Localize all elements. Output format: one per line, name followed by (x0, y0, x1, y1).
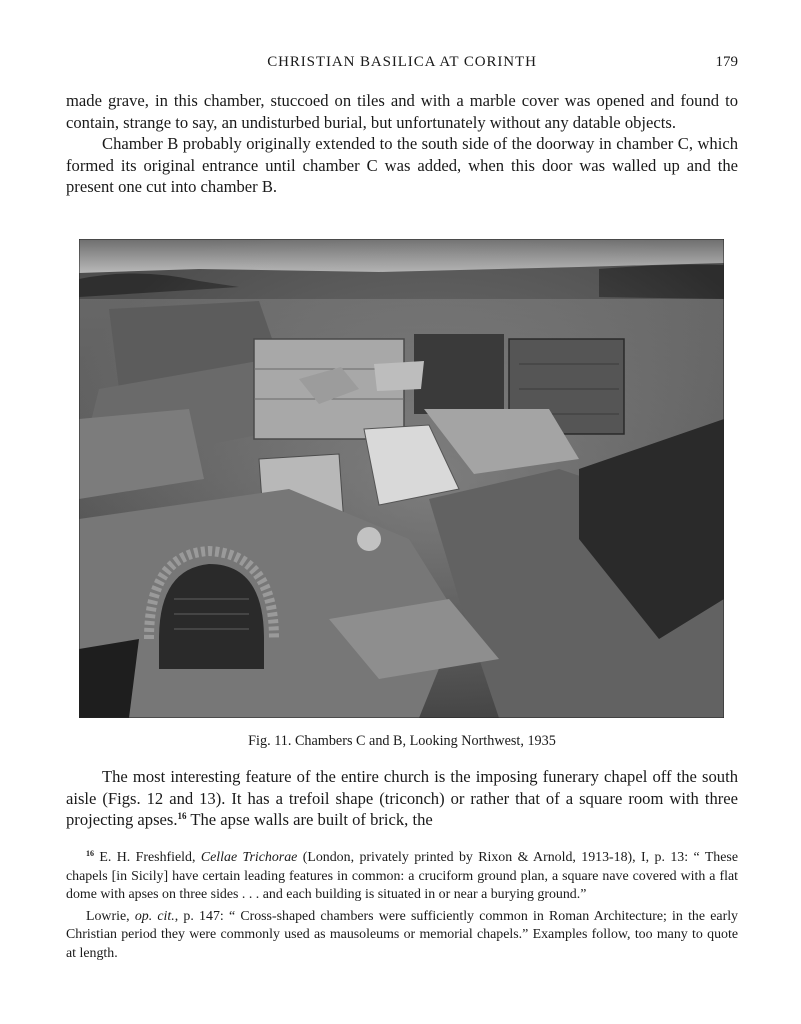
paragraph-3 (66, 766, 738, 831)
footnote-16-work-title: Cellae Trichorae (200, 850, 298, 865)
footnote-ref-16: 16 (177, 811, 187, 822)
footnote-lowrie-text: , p. 147: “ Cross-shaped chambers were sufficiently common in Roman Architecture; in the early Christian period they were commonly used as mausoleums or memorial chapels.” Examples follow, too many to quote at length. (66, 908, 739, 961)
page-number: 179 (715, 54, 738, 70)
running-head-title: CHRISTIAN BASILICA AT CORINTH (267, 54, 537, 70)
paragraph-3-text-after: The apse walls are built of brick, the (186, 810, 433, 830)
figure-photo (79, 239, 724, 718)
body-text-bottom (66, 766, 738, 831)
paragraph-1: made grave, in this chamber, stuccoed on tiles and with a marble cover was opened and found to contain, strange to say, an undisturbed burial, but unfortunately without any datable objects. (66, 91, 738, 132)
body-text-top (66, 90, 738, 198)
excavation-photo (79, 239, 724, 718)
paragraph-2: Chamber B probably originally extended to the south side of the doorway in chamber C, which formed its original entrance until chamber C was added, when this door was walled up and the present one cut into chamber B. (66, 134, 738, 197)
footnotes (66, 849, 738, 967)
running-head (66, 54, 738, 76)
footnote-16-marker: 16 (86, 849, 94, 858)
footnote-lowrie-ref: op. cit. (134, 908, 175, 924)
footnote-16 (66, 849, 738, 905)
figure-caption: Fig. 11. Chambers C and B, Looking Northwest, 1935 (248, 733, 556, 749)
paragraph-3-text: The most interesting feature of the entire church is the imposing funerary chapel off the south aisle (Figs. 12 and 13). It has a trefoil shape (triconch) or rather that of a square room with three projecting apses. (66, 767, 738, 830)
footnote-lowrie-author: Lowrie, (86, 908, 130, 924)
footnote-16-author: E. H. Freshfield, (99, 850, 196, 865)
footnote-lowrie (66, 908, 738, 964)
footnote-16-text: (London, privately printed by Rixon & Arnold, 1913-18), I, p. 13: “ These chapels [in Sicily] have certain leading features in common: a cruciform ground plan, a square nave covered with a flat dome with apses on three sides . . . and each building is situated in or near a burying ground.” (66, 850, 738, 903)
